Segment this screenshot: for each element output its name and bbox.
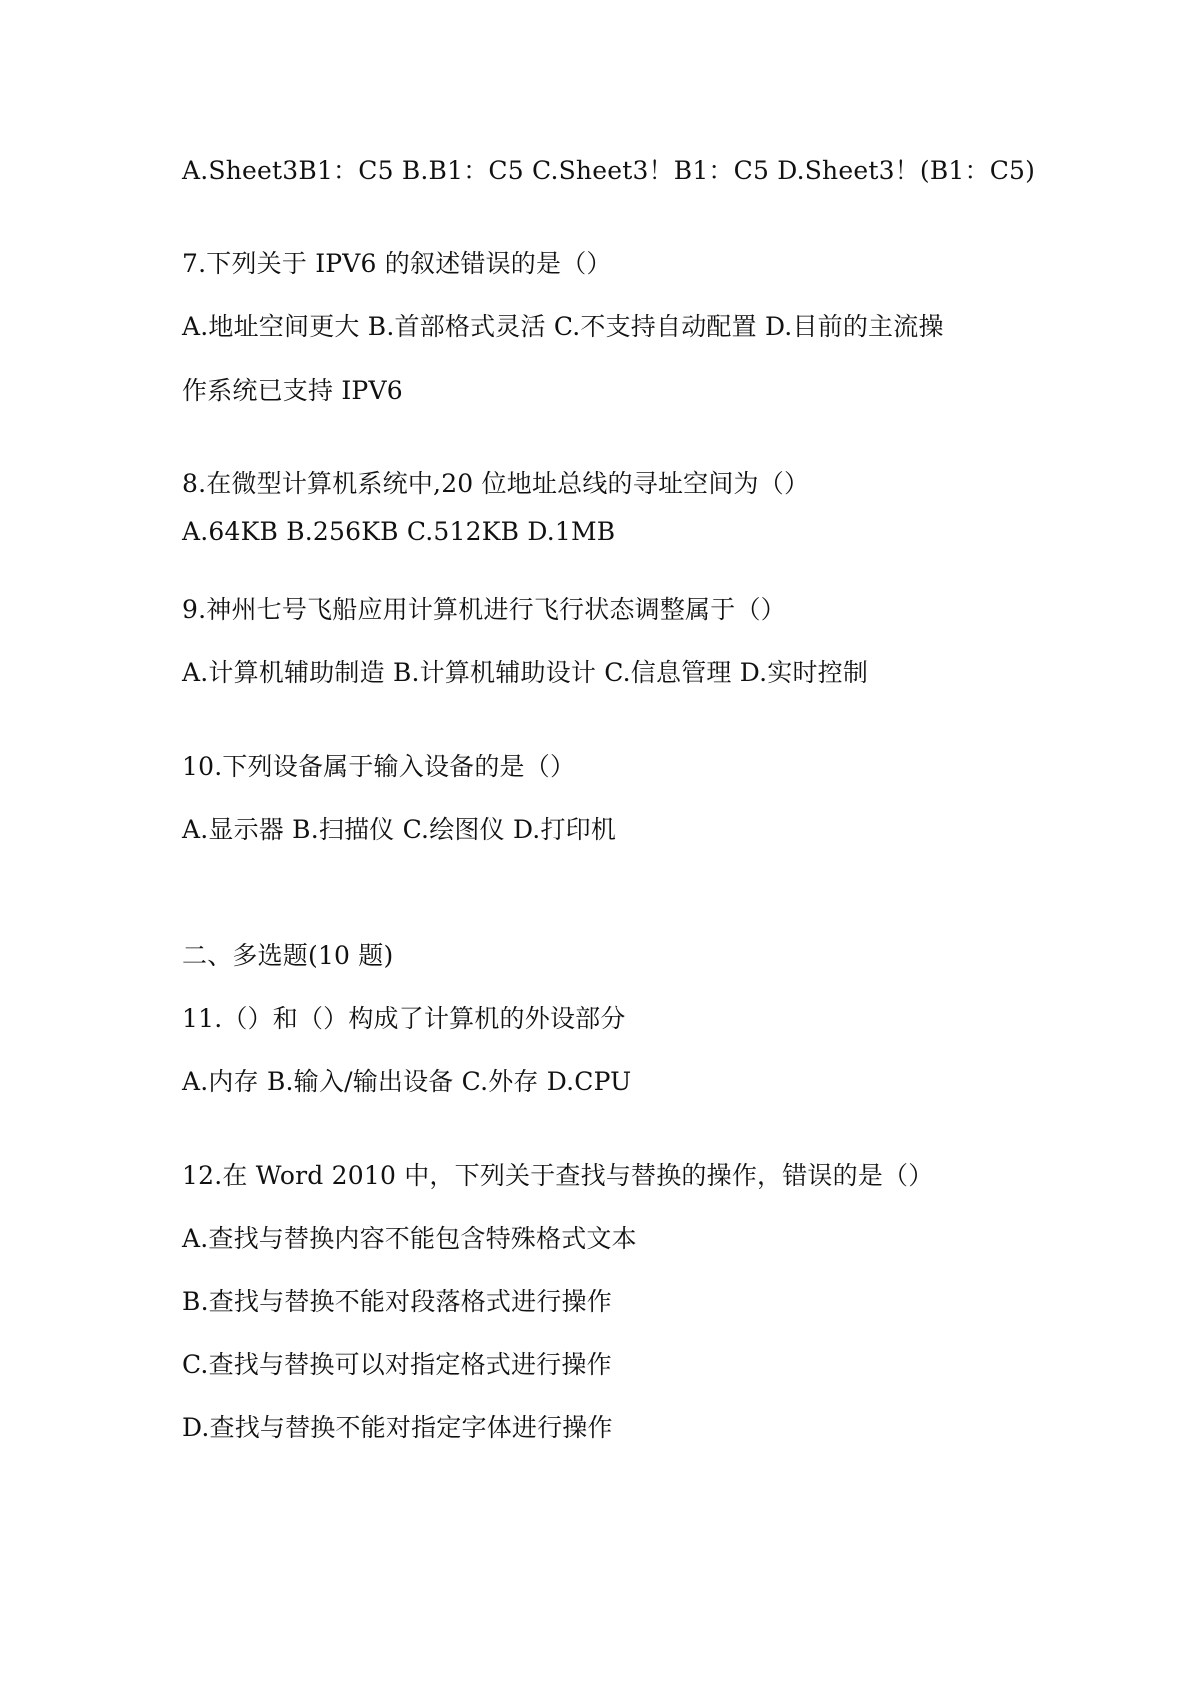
q10-options: A.显示器 B.扫描仪 C.绘图仪 D.打印机 xyxy=(182,815,617,844)
q12-option-a: A.查找与替换内容不能包含特殊格式文本 xyxy=(182,1224,637,1253)
q9-question: 9.神州七号飞船应用计算机进行飞行状态调整属于（） xyxy=(182,595,786,624)
q6-options: A.Sheet3B1：C5 B.B1：C5 C.Sheet3！B1：C5 D.Sheet3！(B1：C5) xyxy=(182,156,1036,185)
q9-options: A.计算机辅助制造 B.计算机辅助设计 C.信息管理 D.实时控制 xyxy=(182,658,869,687)
q11-question: 11.（）和（）构成了计算机的外设部分 xyxy=(182,1004,626,1033)
q7-options-continued: 作系统已支持 IPV6 xyxy=(182,376,403,405)
q8-options: A.64KB B.256KB C.512KB D.1MB xyxy=(182,517,616,546)
q7-options: A.地址空间更大 B.首部格式灵活 C.不支持自动配置 D.目前的主流操 xyxy=(182,312,944,341)
q12-option-b: B.查找与替换不能对段落格式进行操作 xyxy=(182,1287,612,1316)
q12-option-d: D.查找与替换不能对指定字体进行操作 xyxy=(182,1413,613,1442)
q11-options: A.内存 B.输入/输出设备 C.外存 D.CPU xyxy=(182,1067,632,1096)
q12-question: 12.在 Word 2010 中，下列关于查找与替换的操作，错误的是（） xyxy=(182,1161,934,1190)
q12-option-c: C.查找与替换可以对指定格式进行操作 xyxy=(182,1350,612,1379)
section-heading: 二、多选题(10 题) xyxy=(182,941,394,970)
q10-question: 10.下列设备属于输入设备的是（） xyxy=(182,752,576,781)
q8-question: 8.在微型计算机系统中,20 位地址总线的寻址空间为（） xyxy=(182,469,810,498)
q7-question: 7.下列关于 IPV6 的叙述错误的是（） xyxy=(182,249,612,278)
